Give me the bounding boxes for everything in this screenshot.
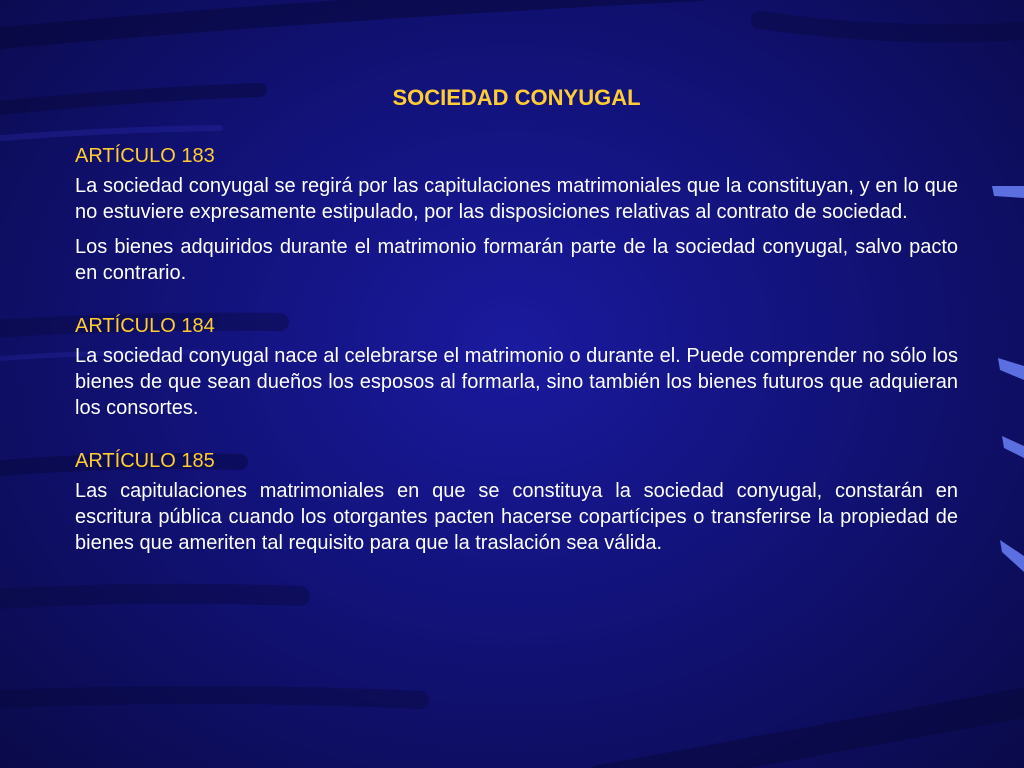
article-heading: ARTÍCULO 183 [75,145,215,167]
article-paragraph: La sociedad conyugal se regirá por las capitulaciones matrimoniales que la constituyan, y en lo que no estuviere expresamente estipulado, por las disposiciones relativas al contrato de sociedad. [75,175,958,223]
article-paragraph: La sociedad conyugal nace al celebrarse el matrimonio o durante el. Puede comprender no sólo los bienes de que sean dueños los esposos al formarla, sino también los bienes futuros que adquieran los consortes. [75,345,958,419]
article-184 [75,312,958,421]
article-183 [75,142,958,286]
right-edge-ticks [984,0,1024,768]
article-185 [75,447,958,556]
article-paragraph: Las capitulaciones matrimoniales en que se constituya la sociedad conyugal, constarán en escritura pública cuando los otorgantes pacten hacerse copartícipes o transferirse la propiedad de bienes que ameriten tal requisito para que la traslación sea válida. [75,480,958,554]
slide-title: SOCIEDAD CONYUGAL [392,85,641,110]
article-heading: ARTÍCULO 184 [75,315,215,337]
slide-content [75,82,958,582]
article-paragraph: Los bienes adquiridos durante el matrimonio formarán parte de la sociedad conyugal, salvo pacto en contrario. [75,236,958,284]
article-heading: ARTÍCULO 185 [75,450,215,472]
